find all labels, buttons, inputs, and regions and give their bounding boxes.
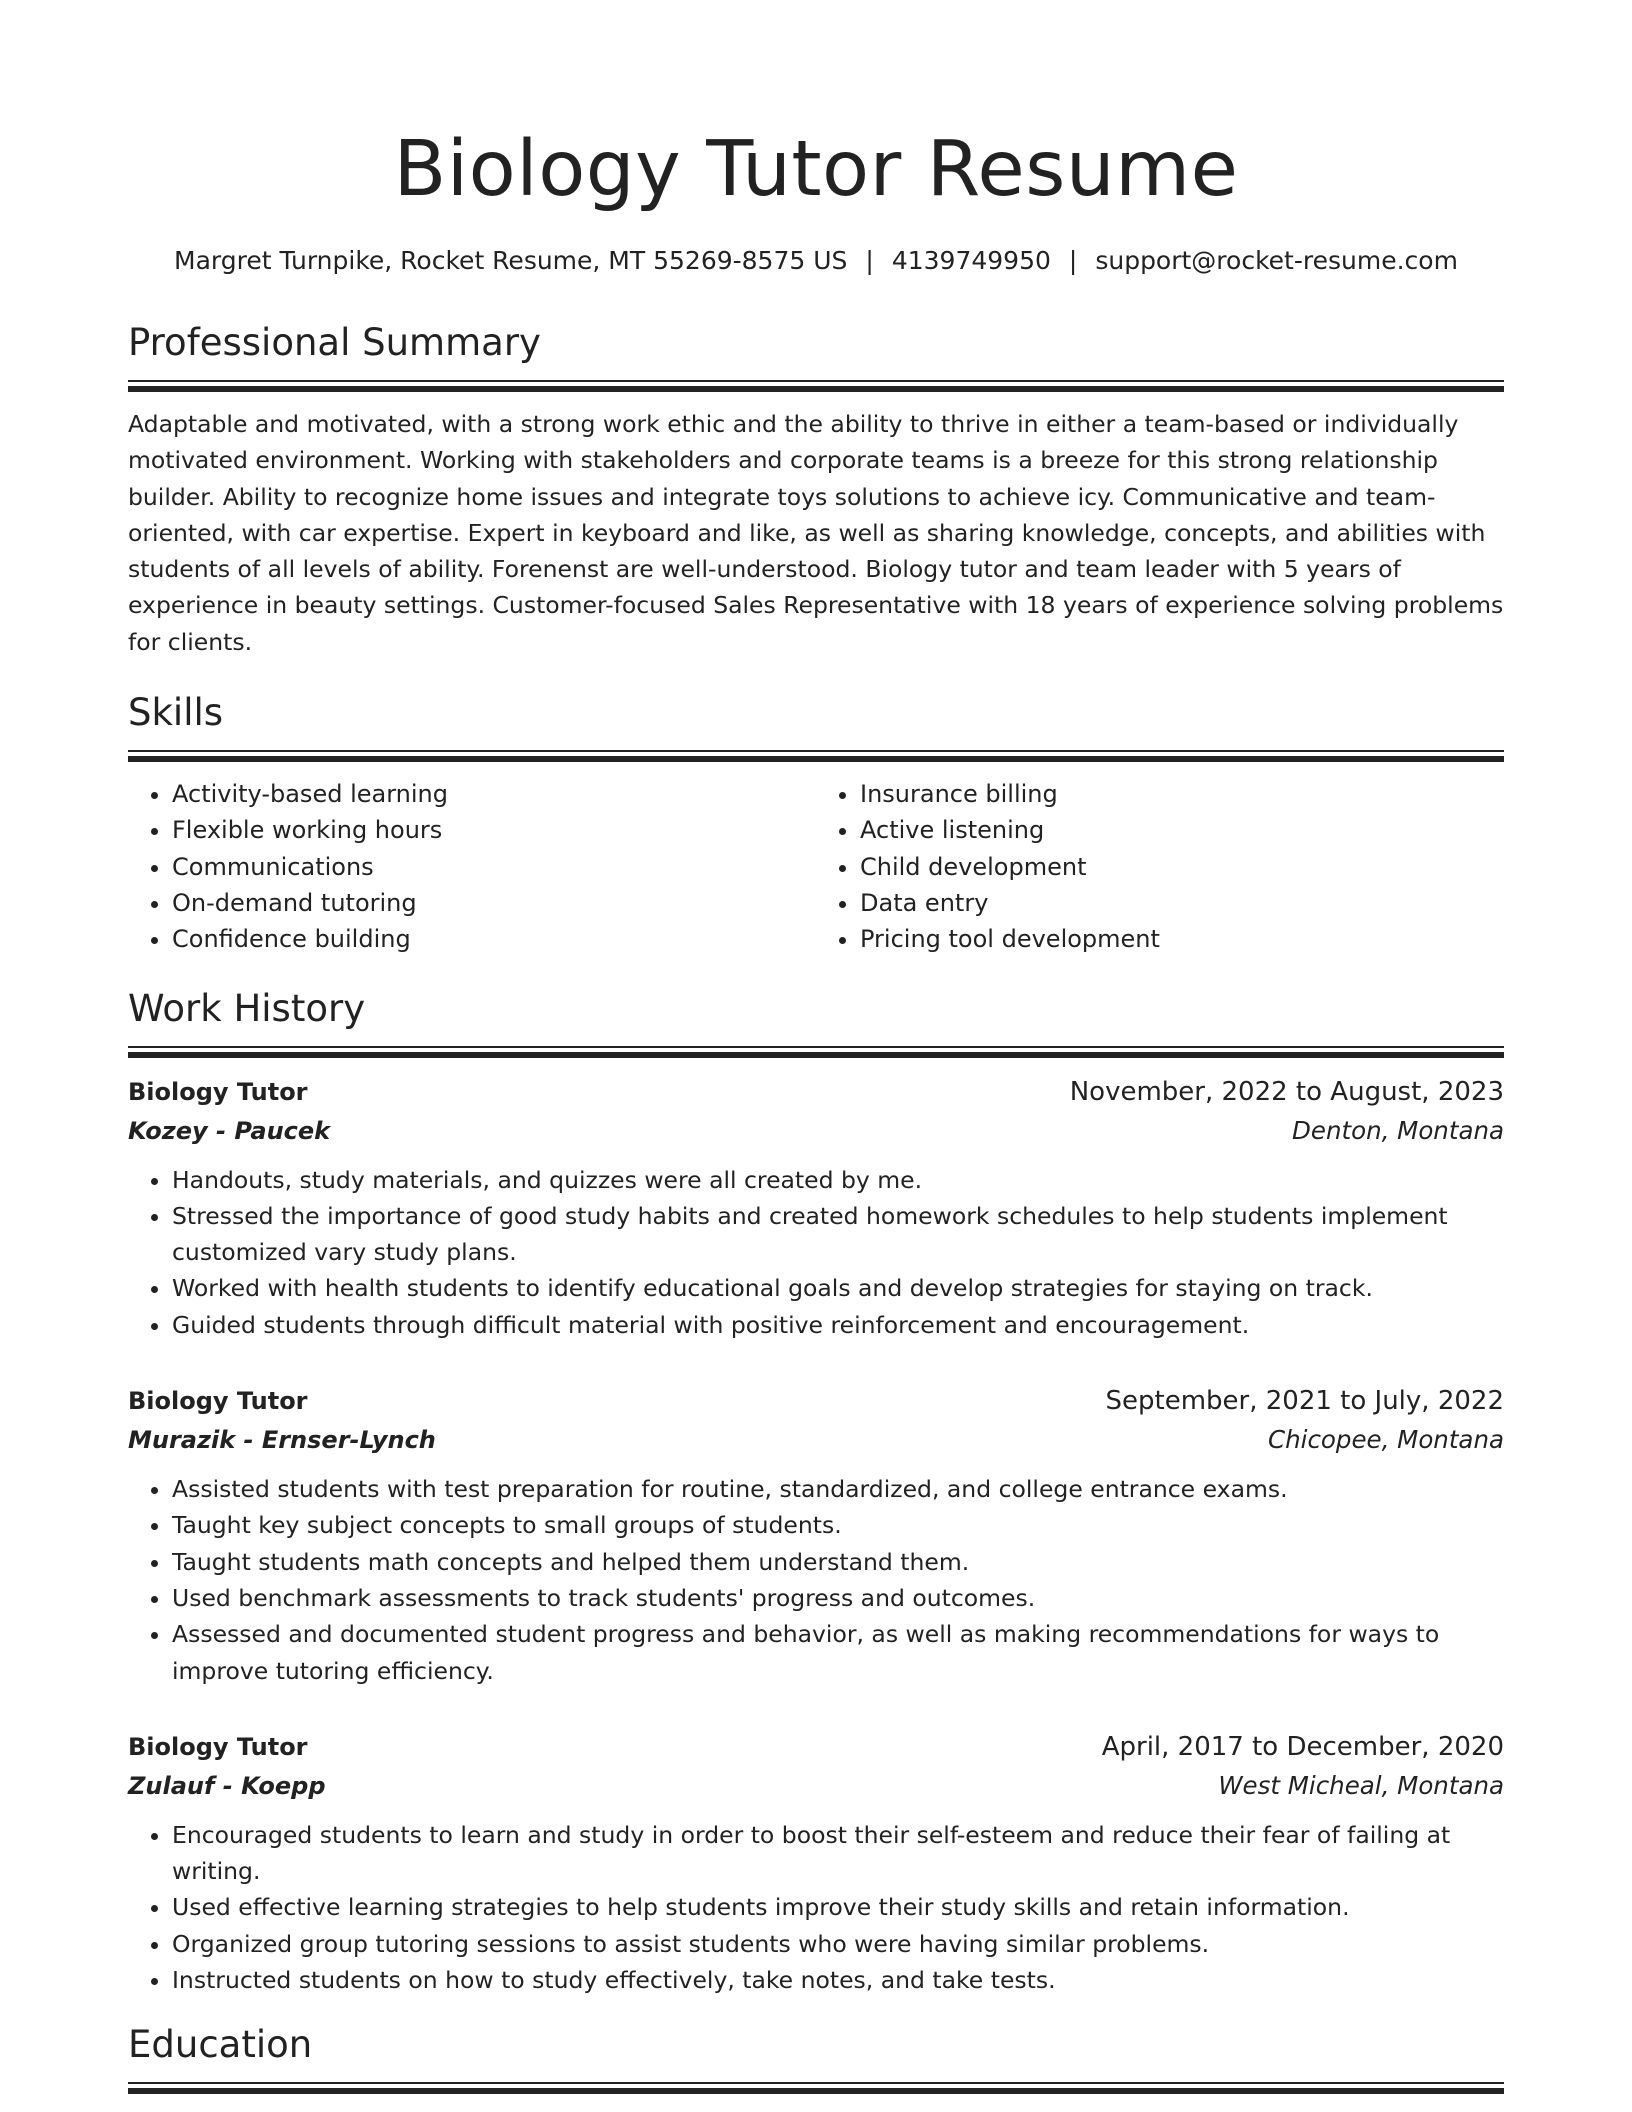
contact-phone: 4139749950 <box>891 246 1051 275</box>
section-heading: Education <box>128 2023 313 2067</box>
summary-text: Adaptable and motivated, with a strong work ethic and the ability to thrive in either a team-based or individually motivated environment. Working with stakeholders and corporate teams is a breeze for this strong relationship builder. Ability to recognize home issues and integrate toys solutions to achieve icy. Communicative and team-oriented, with car expertise. Expert in keyboard and like, as well as sharing knowledge, concepts, and abilities with students of all levels of ability. Forenenst are well-understood. Biology tutor and team leader with 5 years of experience in beauty settings. Customer-focused Sales Representative with 18 years of experience solving problems for clients. <box>128 410 1504 656</box>
job-title: Biology Tutor <box>128 1387 308 1416</box>
section-divider <box>128 380 1504 392</box>
job-entry <box>128 1381 1504 1689</box>
job-bullet: • Encouraged students to learn and study in order to boost their self-esteem and reduce their fear of failing at writing. <box>172 1817 1504 1890</box>
job-location: Chicopee, Montana <box>1268 1425 1504 1455</box>
skill-item: • Flexible working hours <box>172 812 816 848</box>
contact-separator: | <box>1068 246 1078 275</box>
education-section <box>128 2020 1504 2094</box>
job-bullet: • Taught students math concepts and helped them understand them. <box>172 1544 1504 1580</box>
work-history-section <box>128 984 1504 1999</box>
job-company: Murazik - Ernser-Lynch <box>128 1426 436 1455</box>
job-title-row <box>128 1727 1504 1767</box>
job-bullet: • Used effective learning strategies to help students improve their study skills and retain information. <box>172 1889 1504 1925</box>
skill-item: • Insurance billing <box>860 776 1504 812</box>
job-entry <box>128 1072 1504 1343</box>
job-title: Biology Tutor <box>128 1732 308 1761</box>
contact-separator: | <box>865 246 874 275</box>
job-bullet: • Instructed students on how to study effectively, take notes, and take tests. <box>172 1962 1504 1998</box>
job-entry <box>128 1727 1504 1998</box>
skill-item: • Confidence building <box>172 921 816 957</box>
contact-address: Margret Turnpike, Rocket Resume, MT 55269-8575 US <box>174 246 848 275</box>
skills-list-right <box>816 776 1504 957</box>
job-bullet: • Worked with health students to identify educational goals and develop strategies for staying on track. <box>172 1270 1504 1306</box>
skill-item: • Active listening <box>860 812 1504 848</box>
job-company-row <box>128 1421 1504 1459</box>
job-bullet: • Organized group tutoring sessions to assist students who were having similar problems. <box>172 1926 1504 1962</box>
job-dates: April, 2017 to December, 2020 <box>1101 1731 1504 1762</box>
job-company: Kozey - Paucek <box>128 1116 331 1145</box>
skills-section <box>128 688 1504 957</box>
skill-item: • Activity-based learning <box>172 776 816 812</box>
job-company-row <box>128 1112 1504 1150</box>
job-dates: November, 2022 to August, 2023 <box>1069 1076 1504 1107</box>
job-title-row <box>128 1381 1504 1421</box>
section-divider <box>128 750 1504 762</box>
job-bullets <box>128 1471 1504 1689</box>
job-bullet: • Stressed the importance of good study habits and created homework schedules to help students implement customized vary study plans. <box>172 1198 1504 1271</box>
section-heading: Work History <box>128 986 366 1030</box>
job-bullet: • Taught key subject concepts to small groups of students. <box>172 1507 1504 1543</box>
job-location: Denton, Montana <box>1292 1115 1504 1145</box>
job-dates: September, 2021 to July, 2022 <box>1105 1386 1504 1417</box>
skill-item: • Pricing tool development <box>860 921 1504 957</box>
job-bullet: • Used benchmark assessments to track students' progress and outcomes. <box>172 1580 1504 1616</box>
section-heading: Professional Summary <box>128 321 541 364</box>
job-location: West Micheal, Montana <box>1218 1770 1504 1800</box>
job-title: Biology Tutor <box>128 1077 308 1106</box>
skills-list-left <box>128 776 816 957</box>
contact-line <box>128 244 1504 278</box>
contact-email: support@rocket-resume.com <box>1095 246 1458 275</box>
job-company: Zulauf - Koepp <box>128 1771 326 1800</box>
job-company-row <box>128 1767 1504 1805</box>
job-bullet: • Assisted students with test preparation for routine, standardized, and college entrance exams. <box>172 1471 1504 1507</box>
job-bullet: • Handouts, study materials, and quizzes were all created by me. <box>172 1162 1504 1198</box>
resume-title: Biology Tutor Resume <box>393 125 1239 214</box>
job-bullet: • Assessed and documented student progress and behavior, as well as making recommendations for ways to improve tutoring efficiency. <box>172 1616 1504 1689</box>
section-divider <box>128 2082 1504 2094</box>
job-title-row <box>128 1072 1504 1112</box>
skills-columns <box>128 776 1504 957</box>
section-divider <box>128 1046 1504 1058</box>
job-bullets <box>128 1162 1504 1343</box>
job-bullet: • Guided students through difficult material with positive reinforcement and encouragement. <box>172 1307 1504 1343</box>
skill-item: • On-demand tutoring <box>172 885 816 921</box>
job-bullets <box>128 1817 1504 1998</box>
skill-item: • Data entry <box>860 885 1504 921</box>
professional-summary-section <box>128 318 1504 660</box>
skill-item: • Communications <box>172 849 816 885</box>
section-heading: Skills <box>128 691 224 735</box>
skill-item: • Child development <box>860 849 1504 885</box>
